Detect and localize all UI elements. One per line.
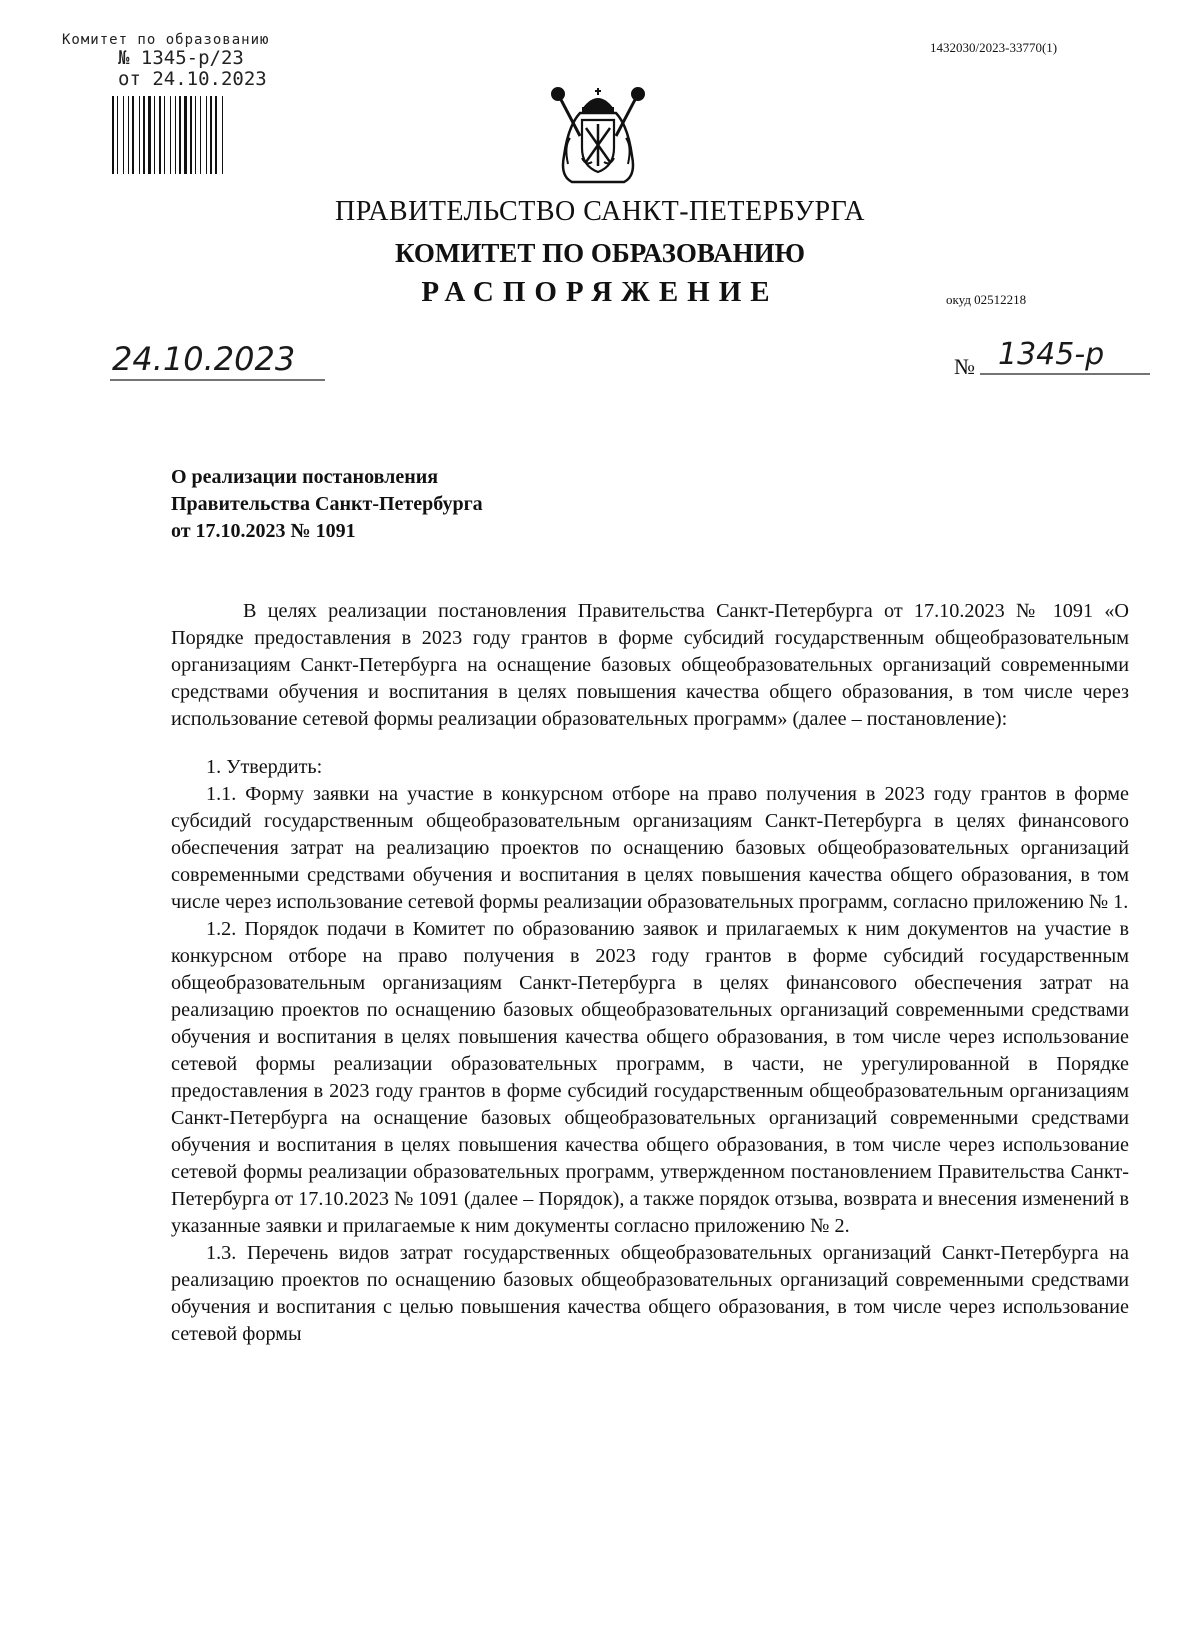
registration-date: от 24.10.2023 xyxy=(118,68,267,90)
document-type: РАСПОРЯЖЕНИЕ xyxy=(421,276,779,308)
barcode-bar xyxy=(117,96,118,174)
barcode-bar xyxy=(215,96,217,174)
subject-block xyxy=(171,464,771,545)
barcode-bar xyxy=(184,96,187,174)
barcode-bar xyxy=(200,96,201,174)
subject-line: О реализации постановления xyxy=(171,466,439,488)
barcode-bar xyxy=(112,96,114,174)
svg-text:24.10.2023: 24.10.2023 xyxy=(112,340,296,378)
barcode-bar xyxy=(195,96,196,174)
preamble-paragraph: В целях реализации постановления Правительства Санкт-Петербурга от 17.10.2023 № 1091 «О Порядке предоставления в 2023 году грантов в форме субсидий государственным общеобразовательным организациям Санкт-Петербурга на оснащение базовых общеобразовательных организаций современными средствами обучения и воспитания в целях повышения качества общего образования, в том числе через использование сетевой формы реализации образовательных программ» (далее – постановление): xyxy=(171,600,1129,730)
handwritten-date xyxy=(110,340,330,384)
registration-committee: Комитет по образованию xyxy=(62,32,270,48)
barcode xyxy=(112,96,262,174)
barcode-bar xyxy=(164,96,165,174)
registration-stamp xyxy=(62,32,312,90)
barcode-bar xyxy=(206,96,207,174)
barcode-bar xyxy=(123,96,124,174)
barcode-bar xyxy=(175,96,176,174)
svg-text:1345-р: 1345-р xyxy=(998,337,1105,372)
document-id: 1432030/2023-33770(1) xyxy=(930,40,1058,55)
barcode-bar xyxy=(143,96,145,174)
registration-number: № 1345-р/23 xyxy=(118,47,244,69)
barcode-bar xyxy=(210,96,212,174)
item-1-2: 1.2. Порядок подачи в Комитет по образованию заявок и прилагаемых к ним документов на участие в конкурсном отборе на право получения в 2023 году грантов в форме субсидий государственным общеобразовательным организациям Санкт-Петербурга в целях финансового обеспечения затрат на реализацию проектов по оснащению базовых общеобразовательных организаций современными средствами обучения и воспитания в целях повышения качества общего образования, в том числе через использование сетевой формы реализации образовательных программ, в части, не урегулированной в Порядке предоставления в 2023 году грантов в форме субсидий государственным общеобразовательным организациям Санкт-Петербурга на оснащение базовых общеобразовательных организаций современными средствами обучения и воспитания в целях повышения качества общего образования, в том числе через использование сетевой формы реализации образовательных программ, утвержденном постановлением Правительства Санкт-Петербурга от 17.10.2023 № 1091 (далее – Порядок), а также порядок отзыва, возврата и внесения изменений в указанные заявки и прилагаемые к ним документы согласно приложению № 2. xyxy=(171,918,1129,1237)
barcode-bar xyxy=(170,96,171,174)
subject-line: от 17.10.2023 № 1091 xyxy=(171,520,356,542)
item-1: 1. Утвердить: xyxy=(206,756,323,778)
barcode-bar xyxy=(222,96,223,174)
government-title: ПРАВИТЕЛЬСТВО САНКТ-ПЕТЕРБУРГА xyxy=(335,196,865,227)
number-label: № xyxy=(954,354,975,379)
barcode-bar xyxy=(128,96,129,174)
subject-line: Правительства Санкт-Петербурга xyxy=(171,493,483,515)
barcode-bar xyxy=(148,96,151,174)
barcode-bar xyxy=(179,96,181,174)
barcode-bar xyxy=(154,96,155,174)
document-body xyxy=(171,598,1129,1348)
committee-title: КОМИТЕТ ПО ОБРАЗОВАНИЮ xyxy=(394,238,806,268)
barcode-bar xyxy=(190,96,192,174)
item-1-3: 1.3. Перечень видов затрат государственных общеобразовательных организаций Санкт-Петербурга на реализацию проектов по оснащению базовых общеобразовательных организаций современными средствами обучения и воспитания с целью повышения качества общего образования, в том числе через использование сетевой формы xyxy=(171,1242,1129,1345)
barcode-bar xyxy=(132,96,134,174)
barcode-bar xyxy=(159,96,161,174)
handwritten-number xyxy=(980,336,1156,382)
coat-of-arms-icon xyxy=(550,86,646,186)
okud-code: окуд 02512218 xyxy=(946,292,1027,307)
barcode-bar xyxy=(139,96,140,174)
item-1-1: 1.1. Форму заявки на участие в конкурсном отборе на право получения в 2023 году грантов в форме субсидий государственным общеобразовательным организациям Санкт-Петербурга в целях финансового обеспечения затрат на реализацию проектов по оснащению базовых общеобразовательных организаций современными средствами обучения и воспитания в целях повышения качества общего образования, в том числе через использование сетевой формы реализации образовательных программ, согласно приложению № 1. xyxy=(171,783,1129,913)
